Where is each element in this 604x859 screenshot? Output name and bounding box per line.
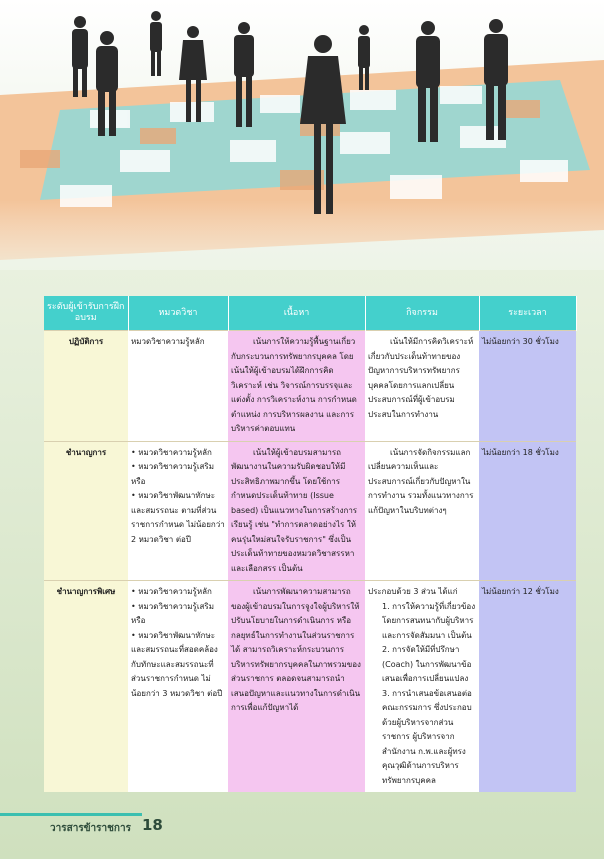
subjects-cell: • หมวดวิชาความรู้หลัก • หมวดวิชาความรู้เสริม หรือ • หมวดวิชาพัฒนาทักษะและสมรรถนะที่สอดคล้องกับทักษะและสมรรถนะที่ส่วนราชการกำหนด ไม่น้อยกว่า 3 หมวดวิชา ต่อปี xyxy=(128,581,228,793)
header-activity: กิจกรรม xyxy=(365,296,479,331)
level-cell: ชำนาญการพิเศษ xyxy=(44,581,128,793)
level-cell: ชำนาญการ xyxy=(44,441,128,581)
header-level: ระดับผู้เข้ารับการฝึกอบรม xyxy=(44,296,128,331)
duration-cell: ไม่น้อยกว่า 18 ชั่วโมง xyxy=(479,441,576,581)
content-cell: เน้นให้ผู้เข้าอบรมสามารถพัฒนางานในความรับผิดชอบให้มีประสิทธิภาพมากขึ้น โดยใช้การกำหนดประเด็นท้าทาย (Issue based) เป็นแนวทางในการสร้างการเรียนรู้ เช่น "ทำการตลาดอย่างไร ให้คนรุ่นใหม่สนใจรับราชการ" ซึ่งเป็นประเด็นท้าทายของหมวดวิชาสรรหาและเลือกสรร เป็นต้น xyxy=(228,441,365,581)
table-row xyxy=(44,331,576,442)
header-subjects: หมวดวิชา xyxy=(128,296,228,331)
business-people-puzzle-image xyxy=(0,0,604,300)
activity-intro: ประกอบด้วย 3 ส่วน ได้แก่ xyxy=(368,587,458,596)
page-footer xyxy=(0,808,604,859)
activity-cell xyxy=(365,581,479,793)
activity-cell: เน้นให้มีการคิดวิเคราะห์เกี่ยวกับประเด็นท้าทายของปัญหาการบริหารทรัพยากรบุคคลโดยการแลกเปลี่ยนประสบการณ์ที่ผู้เข้าอบรมประสบในการทำงาน xyxy=(365,331,479,442)
table-row xyxy=(44,581,576,793)
activity-item: 2. การจัดให้มีที่ปรึกษา (Coach) ในการพัฒนาข้อเสนอเพื่อการเปลี่ยนแปลง xyxy=(382,645,472,683)
hero-illustration xyxy=(0,0,604,300)
header-duration: ระยะเวลา xyxy=(479,296,576,331)
header-content: เนื้อหา xyxy=(228,296,365,331)
level-cell: ปฏิบัติการ xyxy=(44,331,128,442)
activity-item: 3. การนำเสนอข้อเสนอต่อคณะกรรมการ ซึ่งประกอบด้วยผู้บริหารจากส่วนราชการ ผู้บริหารจากสำนักงาน ก.พ.และผู้ทรงคุณวุฒิด้านการบริหารทรัพยากรบุคคล xyxy=(382,688,472,785)
table-header-row xyxy=(44,296,576,331)
content-cell: เน้นการพัฒนาความสามารถของผู้เข้าอบรมในการจูงใจผู้บริหารให้ปรับนโยบายในการดำเนินการ หรือกลยุทธ์ในการทำงานในส่วนราชการได้ สามารถวิเคราะห์กระบวนการบริหารทรัพยากรบุคคลในภาพรวมของส่วนราชการ ตลอดจนสามารถนำเสนอปัญหาและแนวทางในการดำเนินการเพื่อแก้ปัญหาได้ xyxy=(228,581,365,793)
duration-cell: ไม่น้อยกว่า 30 ชั่วโมง xyxy=(479,331,576,442)
subjects-cell: หมวดวิชาความรู้หลัก xyxy=(128,331,228,442)
person-silhouette-1 xyxy=(72,16,88,97)
table-row xyxy=(44,441,576,581)
activity-cell: เน้นการจัดกิจกรรมแลกเปลี่ยนความเห็นและประสบการณ์เกี่ยวกับปัญหาในการทำงาน รวมทั้งแนวทางการแก้ปัญหาในบริบทต่างๆ xyxy=(365,441,479,581)
page-number: 18 xyxy=(142,816,163,834)
footer-accent-line xyxy=(0,813,142,816)
content-cell: เน้นการให้ความรู้พื้นฐานเกี่ยวกับกระบวนการทรัพยากรบุคคล โดยเน้นให้ผู้เข้าอบรมได้ฝึกการคิดวิเคราะห์ เช่น วิจารณ์การบรรจุและแต่งตั้ง การวิเคราะห์งาน การกำหนดตำแหน่ง การบริหารผลงาน และการบริหารค่าตอบแทน xyxy=(228,331,365,442)
subjects-cell: • หมวดวิชาความรู้หลัก • หมวดวิชาความรู้เสริม หรือ • หมวดวิชาพัฒนาทักษะและสมรรถนะ ตามที่ส่วนราชการกำหนด ไม่น้อยกว่า 2 หมวดวิชา ต่อปี xyxy=(128,441,228,581)
duration-cell: ไม่น้อยกว่า 12 ชั่วโมง xyxy=(479,581,576,793)
journal-title: วารสารข้าราชการ xyxy=(50,823,131,834)
training-plan-table xyxy=(44,296,577,792)
activity-item: 1. การให้ความรู้ที่เกี่ยวข้องโดยการสนทนากับผู้บริหาร และการจัดสัมมนา เป็นต้น xyxy=(382,601,476,640)
